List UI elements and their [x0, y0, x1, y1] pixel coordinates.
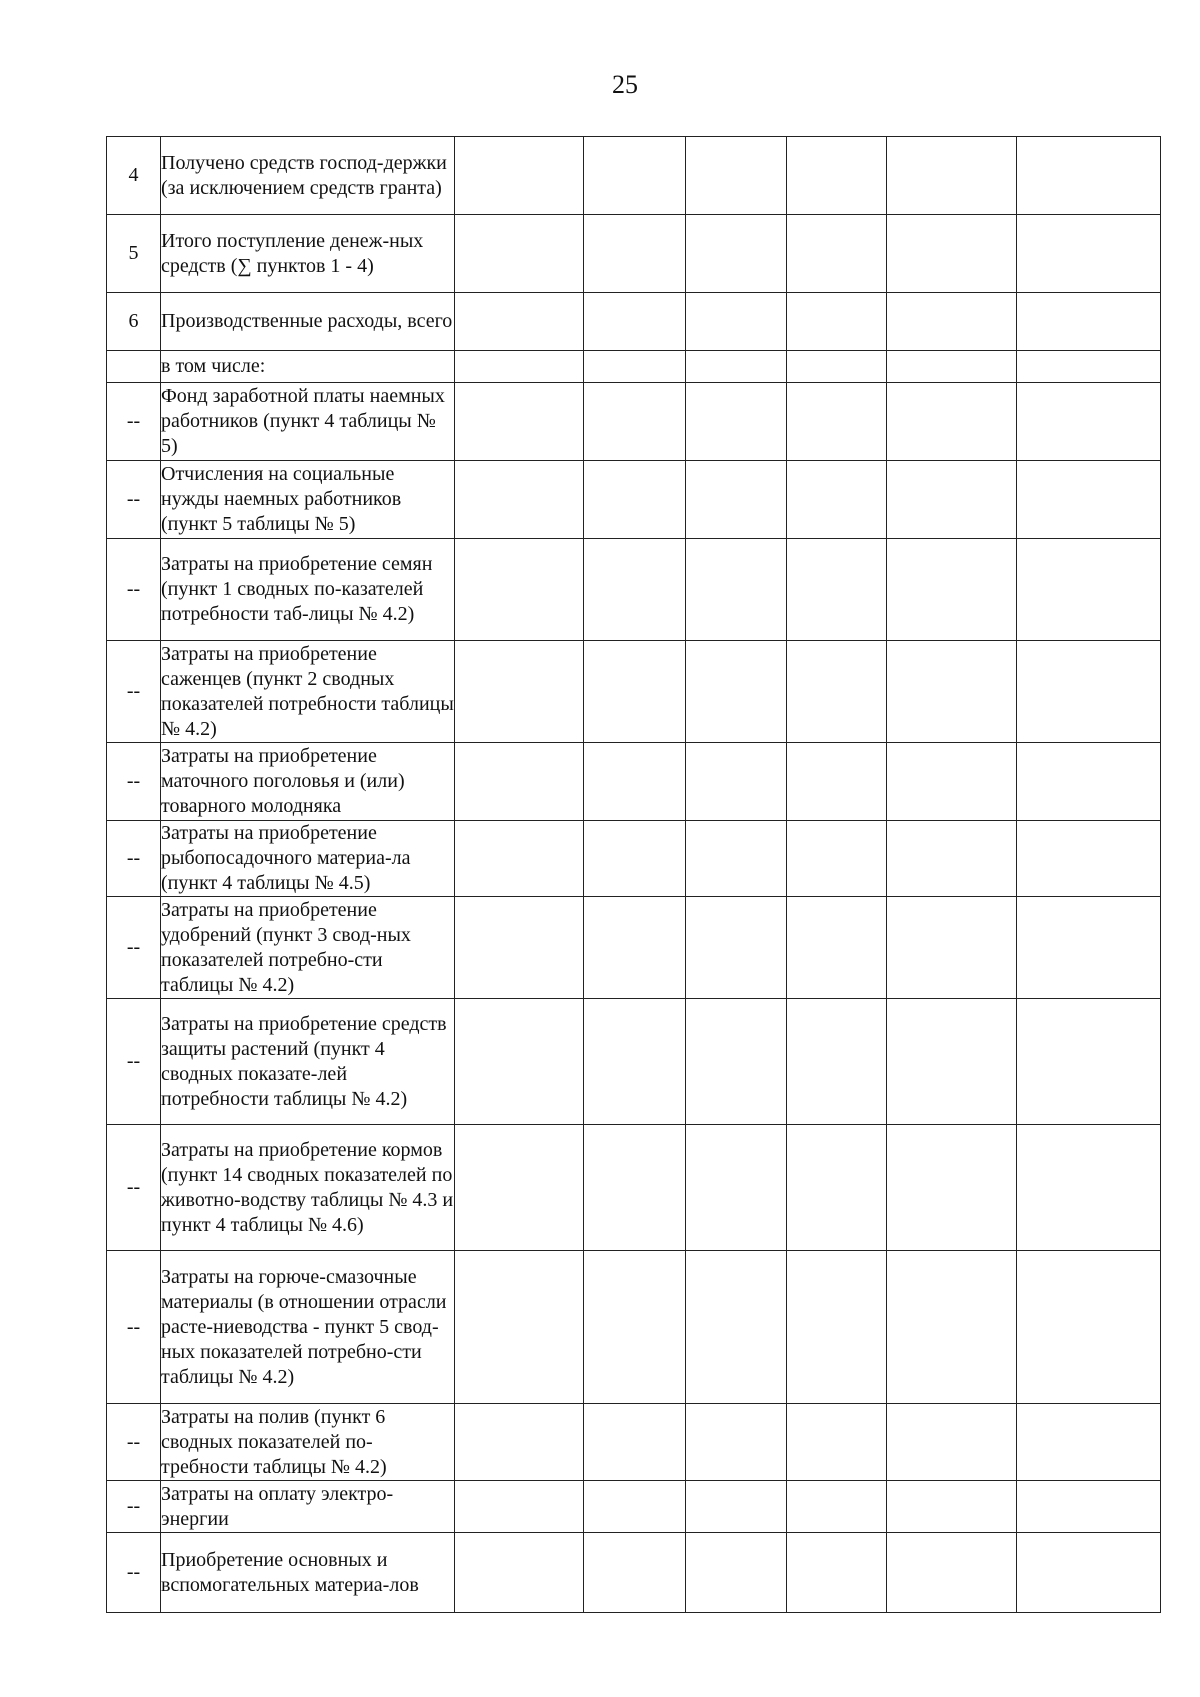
value-cell	[1017, 293, 1161, 351]
value-cell	[887, 539, 1017, 641]
value-cell	[686, 897, 787, 999]
value-cell	[787, 641, 887, 743]
row-label: Приобретение основных и вспомогательных материа-лов	[161, 1533, 455, 1613]
table-row	[107, 999, 1161, 1125]
value-cell	[787, 897, 887, 999]
value-cell	[887, 461, 1017, 539]
value-cell	[686, 1251, 787, 1404]
value-cell	[686, 743, 787, 821]
value-cell	[455, 821, 584, 897]
value-cell	[787, 351, 887, 383]
row-number: --	[107, 1125, 161, 1251]
value-cell	[584, 897, 686, 999]
value-cell	[1017, 1125, 1161, 1251]
value-cell	[1017, 383, 1161, 461]
value-cell	[686, 821, 787, 897]
row-number: --	[107, 539, 161, 641]
value-cell	[887, 137, 1017, 215]
value-cell	[584, 539, 686, 641]
value-cell	[455, 351, 584, 383]
value-cell	[787, 215, 887, 293]
table-row	[107, 743, 1161, 821]
value-cell	[887, 743, 1017, 821]
value-cell	[686, 383, 787, 461]
value-cell	[455, 1533, 584, 1613]
row-number: --	[107, 1533, 161, 1613]
value-cell	[887, 1404, 1017, 1481]
row-number: --	[107, 383, 161, 461]
row-number: 6	[107, 293, 161, 351]
value-cell	[887, 1481, 1017, 1533]
table-row	[107, 1251, 1161, 1404]
table-row	[107, 539, 1161, 641]
row-number: --	[107, 897, 161, 999]
value-cell	[686, 461, 787, 539]
value-cell	[686, 1533, 787, 1613]
value-cell	[686, 137, 787, 215]
value-cell	[455, 215, 584, 293]
value-cell	[787, 743, 887, 821]
value-cell	[787, 821, 887, 897]
row-label: в том числе:	[161, 351, 455, 383]
row-label: Получено средств господ-держки (за исключением средств гранта)	[161, 137, 455, 215]
value-cell	[787, 461, 887, 539]
value-cell	[787, 293, 887, 351]
row-label: Фонд заработной платы наемных работников (пункт 4 таблицы № 5)	[161, 383, 455, 461]
value-cell	[1017, 137, 1161, 215]
value-cell	[887, 999, 1017, 1125]
value-cell	[787, 1481, 887, 1533]
value-cell	[1017, 539, 1161, 641]
row-number: 5	[107, 215, 161, 293]
row-number: --	[107, 821, 161, 897]
table-row	[107, 641, 1161, 743]
value-cell	[686, 1125, 787, 1251]
row-number: --	[107, 1251, 161, 1404]
row-label: Итого поступление денеж-ных средств (∑ пунктов 1 - 4)	[161, 215, 455, 293]
row-label: Затраты на приобретение маточного поголовья и (или) товарного молодняка	[161, 743, 455, 821]
value-cell	[1017, 1533, 1161, 1613]
row-number: --	[107, 999, 161, 1125]
row-label: Затраты на горюче-смазочные материалы (в отношении отрасли расте-ниеводства - пункт 5 свод-ных показателей потребно-сти таблицы № 4.2)	[161, 1251, 455, 1404]
table-row	[107, 137, 1161, 215]
value-cell	[584, 1404, 686, 1481]
value-cell	[787, 383, 887, 461]
value-cell	[787, 1404, 887, 1481]
row-number: --	[107, 641, 161, 743]
value-cell	[1017, 1404, 1161, 1481]
table-row	[107, 293, 1161, 351]
row-label: Затраты на приобретение саженцев (пункт 2 сводных показателей потребности таблицы № 4.2)	[161, 641, 455, 743]
value-cell	[787, 1533, 887, 1613]
value-cell	[787, 539, 887, 641]
row-label: Затраты на приобретение кормов (пункт 14 сводных показателей по животно-водству таблицы № 4.3 и пункт 4 таблицы № 4.6)	[161, 1125, 455, 1251]
table-row	[107, 383, 1161, 461]
value-cell	[887, 1125, 1017, 1251]
value-cell	[887, 351, 1017, 383]
row-label: Затраты на полив (пункт 6 сводных показателей по-требности таблицы № 4.2)	[161, 1404, 455, 1481]
value-cell	[787, 1125, 887, 1251]
value-cell	[584, 215, 686, 293]
value-cell	[887, 215, 1017, 293]
table-body	[107, 137, 1161, 1613]
value-cell	[887, 383, 1017, 461]
value-cell	[686, 215, 787, 293]
financial-table	[106, 136, 1161, 1613]
value-cell	[455, 999, 584, 1125]
value-cell	[1017, 641, 1161, 743]
row-label: Производственные расходы, всего	[161, 293, 455, 351]
row-number	[107, 351, 161, 383]
table-row	[107, 897, 1161, 999]
value-cell	[584, 137, 686, 215]
value-cell	[455, 1125, 584, 1251]
row-number: 4	[107, 137, 161, 215]
row-label: Затраты на оплату электро-энергии	[161, 1481, 455, 1533]
row-label: Затраты на приобретение рыбопосадочного материа-ла (пункт 4 таблицы № 4.5)	[161, 821, 455, 897]
value-cell	[455, 539, 584, 641]
value-cell	[686, 1481, 787, 1533]
row-label: Отчисления на социальные нужды наемных работников (пункт 5 таблицы № 5)	[161, 461, 455, 539]
value-cell	[1017, 1251, 1161, 1404]
value-cell	[686, 641, 787, 743]
value-cell	[1017, 999, 1161, 1125]
value-cell	[584, 461, 686, 539]
value-cell	[787, 999, 887, 1125]
value-cell	[455, 383, 584, 461]
value-cell	[584, 1533, 686, 1613]
table-row	[107, 1404, 1161, 1481]
value-cell	[455, 137, 584, 215]
table-row	[107, 215, 1161, 293]
row-label: Затраты на приобретение удобрений (пункт 3 свод-ных показателей потребно-сти таблицы № 4.2)	[161, 897, 455, 999]
value-cell	[686, 1404, 787, 1481]
value-cell	[887, 641, 1017, 743]
table-row	[107, 461, 1161, 539]
value-cell	[455, 641, 584, 743]
value-cell	[455, 897, 584, 999]
value-cell	[787, 137, 887, 215]
value-cell	[584, 743, 686, 821]
value-cell	[455, 293, 584, 351]
value-cell	[584, 293, 686, 351]
value-cell	[686, 999, 787, 1125]
value-cell	[584, 351, 686, 383]
value-cell	[584, 999, 686, 1125]
table-row	[107, 351, 1161, 383]
page-number: 25	[612, 70, 638, 99]
value-cell	[455, 1404, 584, 1481]
value-cell	[887, 1251, 1017, 1404]
value-cell	[1017, 1481, 1161, 1533]
value-cell	[455, 461, 584, 539]
value-cell	[887, 1533, 1017, 1613]
row-number: --	[107, 743, 161, 821]
value-cell	[584, 1481, 686, 1533]
value-cell	[455, 1481, 584, 1533]
value-cell	[887, 897, 1017, 999]
value-cell	[787, 1251, 887, 1404]
value-cell	[584, 383, 686, 461]
value-cell	[1017, 351, 1161, 383]
row-label: Затраты на приобретение семян (пункт 1 сводных по-казателей потребности таб-лицы № 4.2)	[161, 539, 455, 641]
value-cell	[1017, 461, 1161, 539]
row-number: --	[107, 1404, 161, 1481]
table-row	[107, 1125, 1161, 1251]
value-cell	[1017, 743, 1161, 821]
value-cell	[1017, 897, 1161, 999]
value-cell	[455, 1251, 584, 1404]
value-cell	[584, 821, 686, 897]
row-number: --	[107, 1481, 161, 1533]
value-cell	[686, 351, 787, 383]
value-cell	[887, 821, 1017, 897]
table-row	[107, 1481, 1161, 1533]
row-number: --	[107, 461, 161, 539]
table-row	[107, 1533, 1161, 1613]
value-cell	[584, 1125, 686, 1251]
value-cell	[887, 293, 1017, 351]
value-cell	[1017, 821, 1161, 897]
value-cell	[584, 641, 686, 743]
value-cell	[584, 1251, 686, 1404]
row-label: Затраты на приобретение средств защиты растений (пункт 4 сводных показате-лей потребности таблицы № 4.2)	[161, 999, 455, 1125]
value-cell	[686, 293, 787, 351]
value-cell	[455, 743, 584, 821]
value-cell	[686, 539, 787, 641]
table-row	[107, 821, 1161, 897]
value-cell	[1017, 215, 1161, 293]
